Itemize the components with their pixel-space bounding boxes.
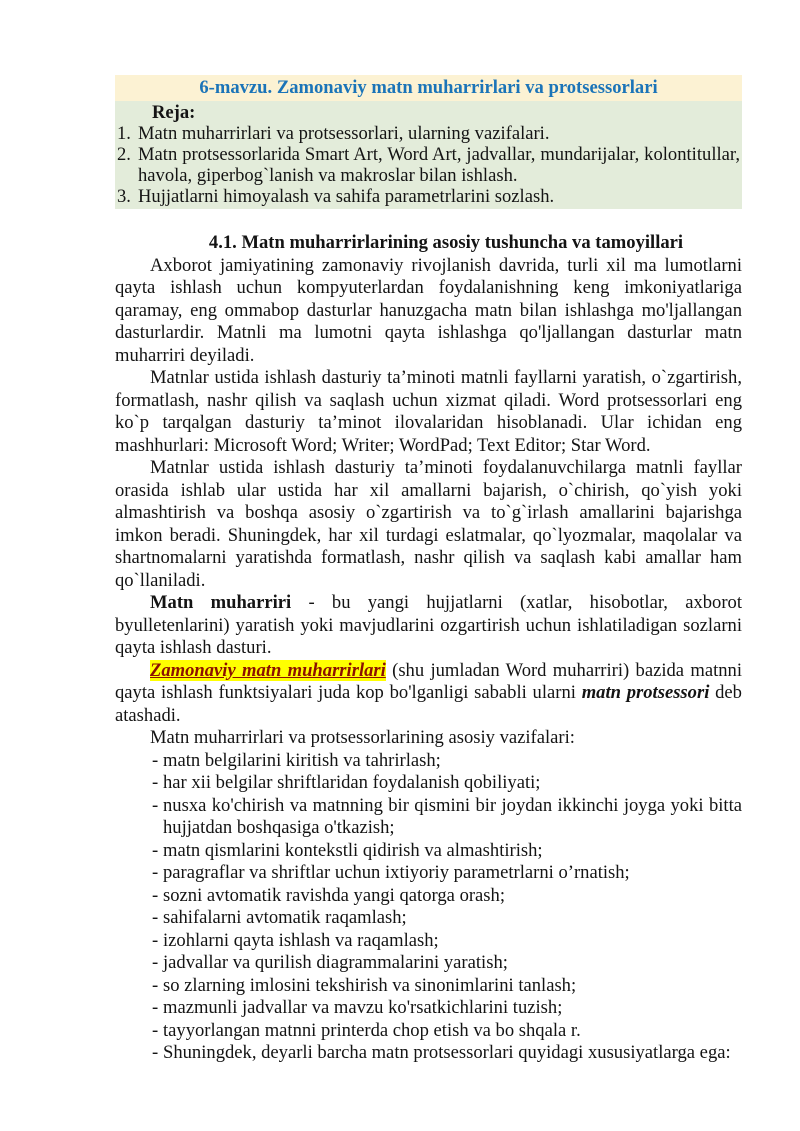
plan-item-text: Matn muharrirlari va protsessorlari, ularning vazifalari. [138,123,550,144]
task-item-text: tayyorlangan matnni printerda chop etish va bo shqala r. [163,1019,581,1041]
plan-item-1 [117,123,740,144]
task-item-2 [115,772,742,795]
task-item-11 [115,997,742,1020]
dash-bullet: - [152,862,159,883]
task-item-text: jadvallar va qurilish diagrammalarini yaratish; [163,952,508,973]
plan-item-3 [117,186,740,207]
paragraph-4-text: - bu yangi hujjatlarni (xatlar, hisobotlar, axborot byulletenlarini) yaratish yoki mavjudlarini ozgartirish uchun ishlatiladigan sozlarni qayta ishlash dasturi. [115,592,742,658]
task-item-text: mazmunli jadvallar va mavzu ko'rsatkichlarini tuzish; [163,997,563,1018]
task-item-7 [115,907,742,930]
paragraph-1: Axborot jamiyatining zamonaviy rivojlanish davrida, turli xil ma lumotlarni qayta ishlash uchun kompyuterlardan foydalanishning keng imkoniyatlariga qaramay, eng ommabop dasturlar hanuzgacha matn bilan ishlashga mo'ljallangan dasturlardir. Matnli ma lumotni qayta ishlashga qo'ljallangan dasturlar matn muharriri deyiladi. [115,254,742,366]
topic-title: 6-mavzu. Zamonaviy matn muharrirlari va protsessorlari [199,77,658,98]
paragraph-2: Matnlar ustida ishlash dasturiy ta’minoti matnli fayllarni yaratish, o`zgartirish, formatlash, nashr qilish va saqlash uchun xizmat qiladi. Word protsessorlari eng ko`p tarqalgan dasturiy ta’minot ilovalaridan hisoblanadi. Ular ichidan eng mashhurlari: Microsoft Word; Writer; WordPad; Text Editor; Star Word. [115,367,742,456]
plan-item-number: 3. [117,186,131,207]
paragraph-5-end: deb atashadi. [115,682,742,726]
plan-item-number: 1. [117,123,131,144]
task-item-text: paragraflar va shriftlar uchun ixtiyoriy parametrlarni o’rnatish; [163,862,630,883]
plan-item-text: Matn protsessorlarida Smart Art, Word Art, jadvallar, mundarijalar, kolontitullar, havola, giperbog`lanish va makroslar bilan ishlash. [138,144,740,186]
section-heading: 4.1. Matn muharrirlarining asosiy tushuncha va tamoyillari [208,232,684,253]
task-item-6 [115,885,742,908]
dash-bullet: - [152,884,159,906]
task-item-3 [115,795,742,840]
dash-bullet: - [152,839,159,861]
dash-bullet: - [152,929,159,951]
task-item-text: sozni avtomatik ravishda yangi qatorga orash; [163,884,506,906]
bold-term-matn-muharriri: Matn muharriri [150,592,292,613]
topic-title-bar [115,75,742,101]
dash-bullet: - [152,772,159,793]
dash-bullet: - [152,997,159,1018]
dash-bullet: - [152,974,159,996]
task-item-1 [115,750,742,773]
plan-item-text: Hujjatlarni himoyalash va sahifa parametrlarini sozlash. [138,186,555,207]
paragraph-3: Matnlar ustida ishlash dasturiy ta’minoti foydalanuvchilarga matnli fayllar orasida ishlab ular ustida har xil amallarni bajarish, o`chirish, qo`yish yoki almashtirish va boshqa asosiy o`zgartirish va to`g`irlash amallarini bajarishga imkon beradi. Shuningdek, har xil turdagi eslatmalar, qo`lyozmalar, maqolalar va shartnomalarni yaratishda formatlash, nashr qilish va saqlash kabi amallar ham qo`llaniladi. [115,457,742,591]
task-item-8 [115,930,742,953]
task-item-4 [115,840,742,863]
plan-box [115,101,742,209]
task-item-text: nusxa ko'chirish va matnning bir qismini bir joydan ikkinchi joyga yoki bitta hujjatdan boshqasiga o'tkazish; [163,794,742,838]
dash-bullet: - [152,749,159,771]
plan-label: Reja: [152,102,196,123]
dash-bullet: - [152,952,159,973]
plan-item-number: 2. [117,144,131,165]
task-list [115,750,742,1065]
list-intro: Matn muharrirlari va protsessorlarining asosiy vazifalari: [150,727,575,748]
task-item-text: Shuningdek, deyarli barcha matn protsessorlari quyidagi xususiyatlarga ega: [163,1042,731,1063]
bold-term-matn-protsessori: matn protsessori [581,682,710,703]
plan-item-2 [117,144,740,186]
paragraph-4 [115,592,742,660]
task-item-text: so zlarning imlosini tekshirish va sinonimlarini tanlash; [163,974,577,996]
paragraph-5-text: (shu jumladan Word muharriri) bazida matnni qayta ishlash funktsiyalari juda kop bo'lganligi sababli ularni [115,659,743,703]
task-item-12 [115,1020,742,1043]
task-item-13 [115,1042,742,1065]
dash-bullet: - [152,794,159,816]
dash-bullet: - [152,1019,159,1041]
task-item-10 [115,975,742,998]
task-item-text: izohlarni qayta ishlash va raqamlash; [163,929,439,951]
task-item-5 [115,862,742,885]
task-item-text: har xii belgilar shriftlaridan foydalanish qobiliyati; [163,772,541,793]
task-item-text: matn qismlarini kontekstli qidirish va almashtirish; [163,839,543,861]
highlighted-term: Zamonaviy matn muharrirlari [150,659,386,681]
task-item-9 [115,952,742,975]
task-item-text: matn belgilarini kiritish va tahrirlash; [163,749,441,771]
dash-bullet: - [152,1042,159,1063]
dash-bullet: - [152,907,159,928]
task-item-text: sahifalarni avtomatik raqamlash; [163,907,407,928]
paragraph-5 [115,660,742,728]
